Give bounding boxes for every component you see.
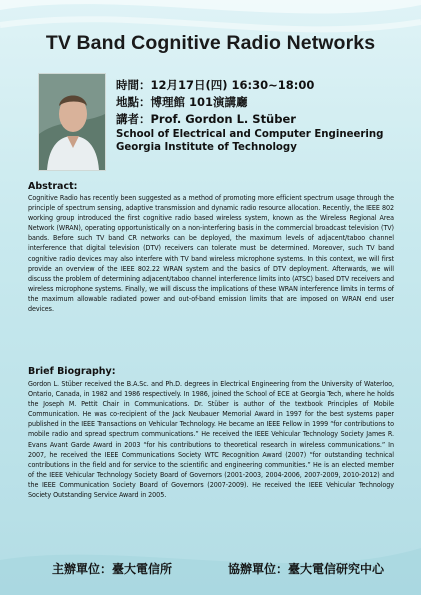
poster-title: TV Band Cognitive Radio Networks [45, 32, 376, 54]
event-location: 地點：博理館 101演講廳 [116, 95, 248, 109]
event-time: 時間：12月17日(四) 16:30~18:00 [116, 78, 315, 92]
biography-text: Gordon L. Stüber received the B.A.Sc. and Ph.D. degrees in Electrical Engineering from the University of Waterloo, Ontario, Canada, in 1982 and 1986 respectively. In 1986, joined the School of ECE at Georgia Tech, where he holds the Joseph M. Pettit Chair in Communications. Dr. Stüber is author of the textbook Principles of Mobile Communication. He was co-recipient of the Jack Neubauer Memorial Award in 1997 for the best systems paper published in the IEEE Transactions on Vehicular Technology. He became an IEEE Fellow in 1999 “for contributions to mobile radio and spread spectrum communications.” He received the IEEE Vehicular Technology Society James R. Evans Avant Garde Award in 2003 “for his contributions to theoretical research in wireless communications.” In 2007, he received the IEEE Communications Society WTC Recognition Award (2007) “for outstanding technical contributions in the field and for service to the scientific and engineering communities.” He is an elected member of the IEEE Vehicular Technology Society Board of Governors (2001-2003, 2004-2006, 2007-2009, 2010-2012) and the IEEE Communication Society Board of Governors (2007-2009). He received the IEEE Vehicular Technology Society Outstanding Service Award in 2005. [28, 379, 394, 500]
host-unit: 主辦單位：臺大電信所 [52, 562, 173, 576]
event-speaker: 講者：Prof. Gordon L. Stüber [116, 112, 296, 126]
event-info [116, 77, 416, 154]
speaker-affiliation-institute: Georgia Institute of Technology [116, 142, 297, 153]
biography-heading: Brief Biography: [28, 366, 116, 377]
speaker-photo [38, 73, 106, 171]
abstract-text: Cognitive Radio has recently been suggested as a method of promoting more efficient spectrum usage through the principle of spectrum sensing, adaptive transmission and dynamic radio resource allocation. Recently, the IEEE 802 working group introduced the first cognitive radio based wireless system, known as the Wireless Regional Area Network (WRAN), operating opportunistically on a non-interfering basis in the commercial broadcast television (TV) bands. Before such TV band CR networks can be deployed, the maximum levels of adjacent/taboo channel interference that digital television (DTV) receivers can tolerate must be determined. Moreover, such TV band cognitive radio devices may also interfere with TV band wireless microphone systems. In this context, we will first provide an overview of the IEEE 802.22 WRAN system and the basics of DTV deployment. Afterwards, we will discuss the problem of determining adjacent/taboo channel interference limits into (ATSC) based DTV receivers and wireless microphone systems. Finally, we will discuss the implications of these WRAN interference limits in terms of the maximum allowable radiated power and out-of-band emission limits that are imposed on WRAN end user devices. [28, 193, 394, 314]
abstract-heading: Abstract: [28, 181, 78, 192]
speaker-affiliation-school: School of Electrical and Computer Engineering [116, 129, 384, 140]
cohost-unit: 協辦單位：臺大電信研究中心 [228, 562, 385, 576]
